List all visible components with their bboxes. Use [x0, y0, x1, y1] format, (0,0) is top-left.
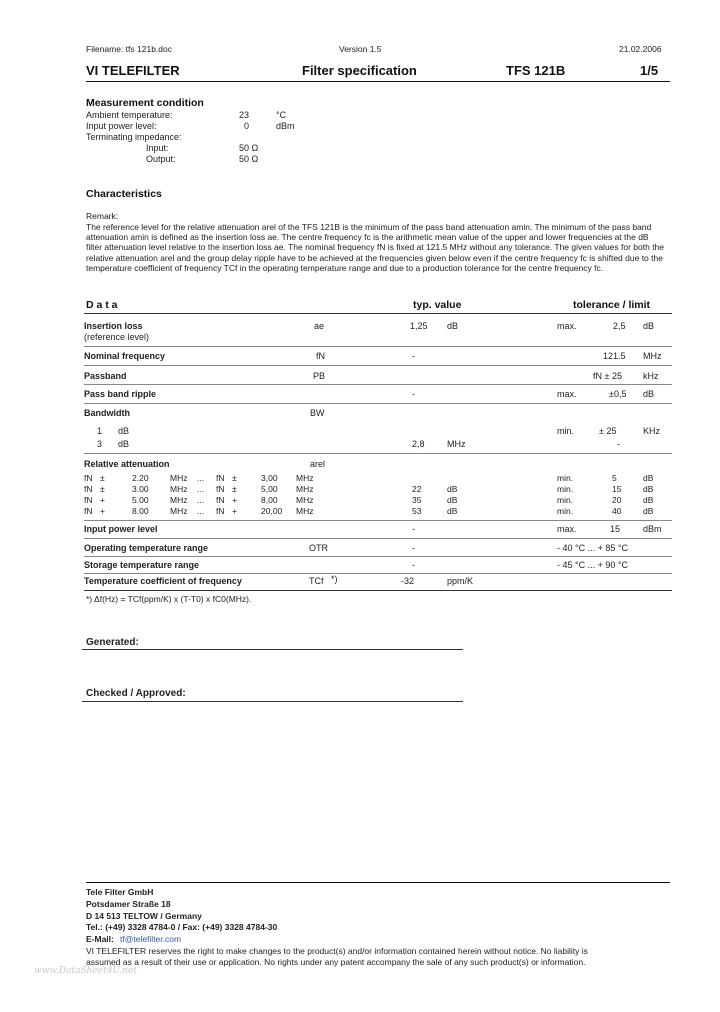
bandwidth-1db-lim-type: min.	[557, 426, 575, 436]
table-header-divider	[84, 313, 672, 314]
temp-coef-typ-unit: ppm/K	[447, 576, 474, 586]
document-date: 21.02.2006	[619, 44, 662, 54]
rel-att-cell-typ: 53	[412, 506, 422, 516]
bandwidth-3db-level: 3	[97, 439, 103, 449]
generated-label: Generated:	[86, 637, 139, 648]
rel-att-cell-lim: 20	[612, 495, 622, 505]
footer-email-label: E-Mail:	[86, 934, 114, 944]
footer-city: D 14 513 TELTOW / Germany	[86, 911, 202, 921]
bandwidth-3db-typ: 2,8	[412, 439, 425, 449]
input-power-unit: dBm	[276, 121, 295, 131]
passband-lim-unit: kHz	[643, 371, 659, 381]
rel-att-cell-f: fN	[84, 495, 93, 505]
insertion-loss-typ: 1,25	[410, 321, 428, 331]
footer-disclaimer-1: VI TELEFILTER reserves the right to make changes to the product(s) and/or information contained herein without notice. No liability is	[86, 946, 588, 956]
remark-text	[86, 222, 670, 273]
header-divider	[86, 81, 670, 82]
nominal-frequency-label: Nominal frequency	[84, 351, 166, 361]
rel-att-cell-u2: MHz	[296, 506, 314, 516]
rel-att-cell-f2: fN	[216, 495, 225, 505]
rel-att-cell-u1: MHz	[170, 506, 188, 516]
bandwidth-1db-lim-unit: KHz	[643, 426, 661, 436]
temp-coef-typ: -32	[401, 576, 415, 586]
impedance-output-value: 50 Ω	[239, 154, 259, 164]
bandwidth-1db-lim: ± 25	[599, 426, 617, 436]
row-divider	[84, 538, 672, 539]
input-power-level-lim-unit: dBm	[643, 524, 662, 534]
rel-att-cell-b: 8,00	[261, 495, 278, 505]
terminating-impedance-label: Terminating impedance:	[86, 132, 182, 142]
temp-coef-symbol: TCf	[309, 576, 324, 586]
op-temp-symbol: OTR	[309, 543, 328, 553]
rel-att-cell-f: fN	[84, 473, 93, 483]
rel-att-cell-a: 2.20	[132, 473, 149, 483]
version: Version 1.5	[339, 44, 382, 54]
op-temp-typ: -	[412, 543, 415, 553]
rel-att-cell-op2: +	[232, 506, 237, 516]
rel-att-cell-op2: ±	[232, 484, 237, 494]
generated-signature-line	[82, 649, 463, 650]
rel-att-cell-f2: fN	[216, 506, 225, 516]
rel-attenuation-symbol: arel	[310, 459, 326, 469]
row-divider	[84, 520, 672, 521]
ripple-lim-type: max.	[557, 389, 577, 399]
insertion-loss-label: Insertion loss	[84, 321, 143, 331]
rel-att-cell-lim-unit: dB	[643, 473, 654, 483]
rel-att-cell-f: fN	[84, 506, 93, 516]
nominal-frequency-symbol: fN	[316, 351, 325, 361]
footer-company: Tele Filter GmbH	[86, 887, 154, 897]
insertion-loss-sub: (reference level)	[84, 332, 150, 342]
storage-temp-typ: -	[412, 560, 415, 570]
ambient-temp-label: Ambient temperature:	[86, 110, 173, 120]
rel-att-cell-u1: MHz	[170, 495, 188, 505]
nominal-frequency-lim-unit: MHz	[643, 351, 662, 361]
rel-att-cell-lim: 5	[612, 473, 617, 483]
part-number: TFS 121B	[506, 63, 566, 78]
rel-att-cell-lim-type: min.	[557, 484, 574, 494]
page-number: 1/5	[640, 63, 659, 78]
input-power-label: Input power level:	[86, 121, 157, 131]
rel-att-cell-lim-unit: dB	[643, 484, 654, 494]
input-power-value: 0	[244, 121, 250, 131]
rel-att-cell-f: fN	[84, 484, 93, 494]
rel-att-cell-typ-unit: dB	[447, 484, 458, 494]
bandwidth-1db-level: 1	[97, 426, 103, 436]
table-bottom-divider	[84, 590, 672, 591]
rel-att-cell-op1: ±	[100, 484, 105, 494]
footnote: *) Δf(Hz) = TCf(ppm/K) x (T-T0) x fC0(MHz).	[86, 594, 252, 604]
input-power-level-typ: -	[412, 524, 415, 534]
filename: Filename: tfs 121b.doc	[86, 44, 172, 54]
row-divider	[84, 556, 672, 557]
document-type: Filter specification	[302, 63, 417, 78]
rel-att-cell-dots: ...	[197, 473, 205, 483]
watermark: www.DataSheet4U.net	[34, 966, 137, 976]
op-temp-lim: - 40 °C ... + 85 °C	[557, 543, 628, 553]
bandwidth-1db-unit: dB	[118, 426, 130, 436]
row-divider	[84, 573, 672, 574]
rel-att-cell-lim-type: min.	[557, 495, 574, 505]
rel-att-cell-f2: fN	[216, 484, 225, 494]
remark-line: relative attenuation arel and the group delay ripple have to be achieved at the frequencies given below even if the centre frequency fc is shifted due to the	[86, 252, 663, 263]
rel-attenuation-label: Relative attenuation	[84, 459, 170, 469]
bandwidth-label: Bandwidth	[84, 408, 130, 418]
remark-label: Remark:	[86, 211, 119, 221]
ripple-lim: ±0,5	[609, 389, 627, 399]
passband-symbol: PB	[313, 371, 326, 381]
rel-att-cell-b: 5,00	[261, 484, 278, 494]
ripple-typ: -	[412, 389, 415, 399]
footer-phone: Tel.: (+49) 3328 4784-0 / Fax: (+49) 3328 4784-30	[86, 922, 278, 932]
row-divider	[84, 384, 672, 385]
rel-att-cell-b: 3,00	[261, 473, 278, 483]
rel-att-cell-op2: ±	[232, 473, 237, 483]
op-temp-label: Operating temperature range	[84, 543, 209, 553]
rel-att-cell-a: 5.00	[132, 495, 149, 505]
rel-att-cell-typ: 35	[412, 495, 422, 505]
ripple-label: Pass band ripple	[84, 389, 157, 399]
bandwidth-symbol: BW	[310, 408, 325, 418]
rel-att-cell-lim-type: min.	[557, 473, 574, 483]
measurement-title: Measurement condition	[86, 97, 204, 109]
rel-att-cell-op1: +	[100, 495, 105, 505]
ambient-temp-value: 23	[239, 110, 250, 120]
col-data-header: D a t a	[86, 299, 118, 311]
rel-att-cell-lim: 15	[612, 484, 622, 494]
ripple-lim-unit: dB	[643, 389, 655, 399]
input-power-level-lim: 15	[610, 524, 621, 534]
passband-lim: fN ± 25	[593, 371, 622, 381]
passband-label: Passband	[84, 371, 127, 381]
characteristics-title: Characteristics	[86, 188, 162, 200]
col-tolerance-header: tolerance / limit	[573, 299, 651, 311]
row-divider	[84, 346, 672, 347]
rel-att-cell-u1: MHz	[170, 484, 188, 494]
insertion-loss-symbol: ae	[314, 321, 325, 331]
rel-att-cell-lim-unit: dB	[643, 506, 654, 516]
rel-att-cell-typ-unit: dB	[447, 506, 458, 516]
checked-signature-line	[82, 701, 463, 702]
col-typ-header: typ. value	[413, 299, 462, 311]
temp-coef-label: Temperature coefficient of frequency	[84, 576, 242, 586]
bandwidth-3db-typ-unit: MHz	[447, 439, 466, 449]
footer-email-link[interactable]: tf@telefilter.com	[120, 934, 182, 944]
footer-street: Potsdamer Straße 18	[86, 899, 171, 909]
impedance-input-label: Input:	[146, 143, 169, 153]
rel-att-cell-a: 3.00	[132, 484, 149, 494]
row-divider	[84, 365, 672, 366]
remark-line: temperature coefficient of frequency TCf in the operating temperature range and due to a production tolerance for the centre frequency fc.	[86, 262, 604, 273]
remark-line: The reference level for the relative attenuation arel of the TFS 121B is the minimum of the pass band attenuation amin. The minimum of the pass band	[86, 222, 652, 232]
bandwidth-3db-lim: -	[617, 439, 620, 449]
remark-line: attenuation amin is defined as the insertion loss ae. The centre frequency fc is the arithmetic mean value of the upper and lower frequencies at the dB	[86, 232, 649, 243]
bandwidth-3db-unit: dB	[118, 439, 130, 449]
rel-att-cell-u1: MHz	[170, 473, 188, 483]
rel-att-cell-op1: +	[100, 506, 105, 516]
insertion-loss-typ-unit: dB	[447, 321, 459, 331]
insertion-loss-lim-type: max.	[557, 321, 577, 331]
storage-temp-label: Storage temperature range	[84, 560, 200, 570]
rel-att-cell-f2: fN	[216, 473, 225, 483]
rel-att-cell-b: 20,00	[261, 506, 283, 516]
ambient-temp-unit: °C	[276, 110, 287, 120]
impedance-output-label: Output:	[146, 154, 176, 164]
rel-att-cell-op1: ±	[100, 473, 105, 483]
rel-att-cell-dots: ...	[197, 495, 205, 505]
rel-att-cell-lim-type: min.	[557, 506, 574, 516]
rel-att-cell-dots: ...	[197, 484, 205, 494]
rel-att-cell-typ: 22	[412, 484, 422, 494]
checked-label: Checked / Approved:	[86, 688, 186, 699]
row-divider	[84, 453, 672, 454]
rel-att-cell-dots: ...	[197, 506, 205, 516]
insertion-loss-lim-unit: dB	[643, 321, 655, 331]
nominal-frequency-lim: 121.5	[603, 351, 626, 361]
rel-att-cell-u2: MHz	[296, 495, 314, 505]
rel-att-cell-u2: MHz	[296, 473, 314, 483]
rel-att-cell-u2: MHz	[296, 484, 314, 494]
row-divider	[84, 403, 672, 404]
footer-disclaimer-2: assumed as a result of their use or application. No rights under any patent accompany the sale of any such product(s) or information.	[86, 957, 586, 967]
rel-att-cell-a: 8.00	[132, 506, 149, 516]
rel-att-cell-typ-unit: dB	[447, 495, 458, 505]
storage-temp-lim: - 45 °C ... + 90 °C	[557, 560, 628, 570]
rel-att-cell-lim: 40	[612, 506, 622, 516]
input-power-level-label: Input power level	[84, 524, 158, 534]
company-name: VI TELEFILTER	[86, 63, 180, 78]
rel-att-cell-op2: +	[232, 495, 237, 505]
input-power-level-lim-type: max.	[557, 524, 577, 534]
rel-att-cell-lim-unit: dB	[643, 495, 654, 505]
remark-line: filter attenuation level relative to the insertion loss ae. The nominal frequency fN is fixed at 121.5 MHz without any tolerance. The given values for both the	[86, 242, 665, 253]
impedance-input-value: 50 Ω	[239, 143, 259, 153]
insertion-loss-lim: 2,5	[613, 321, 626, 331]
nominal-frequency-typ: -	[412, 351, 415, 361]
temp-coef-star: *)	[331, 574, 338, 584]
footer-divider	[86, 882, 670, 883]
